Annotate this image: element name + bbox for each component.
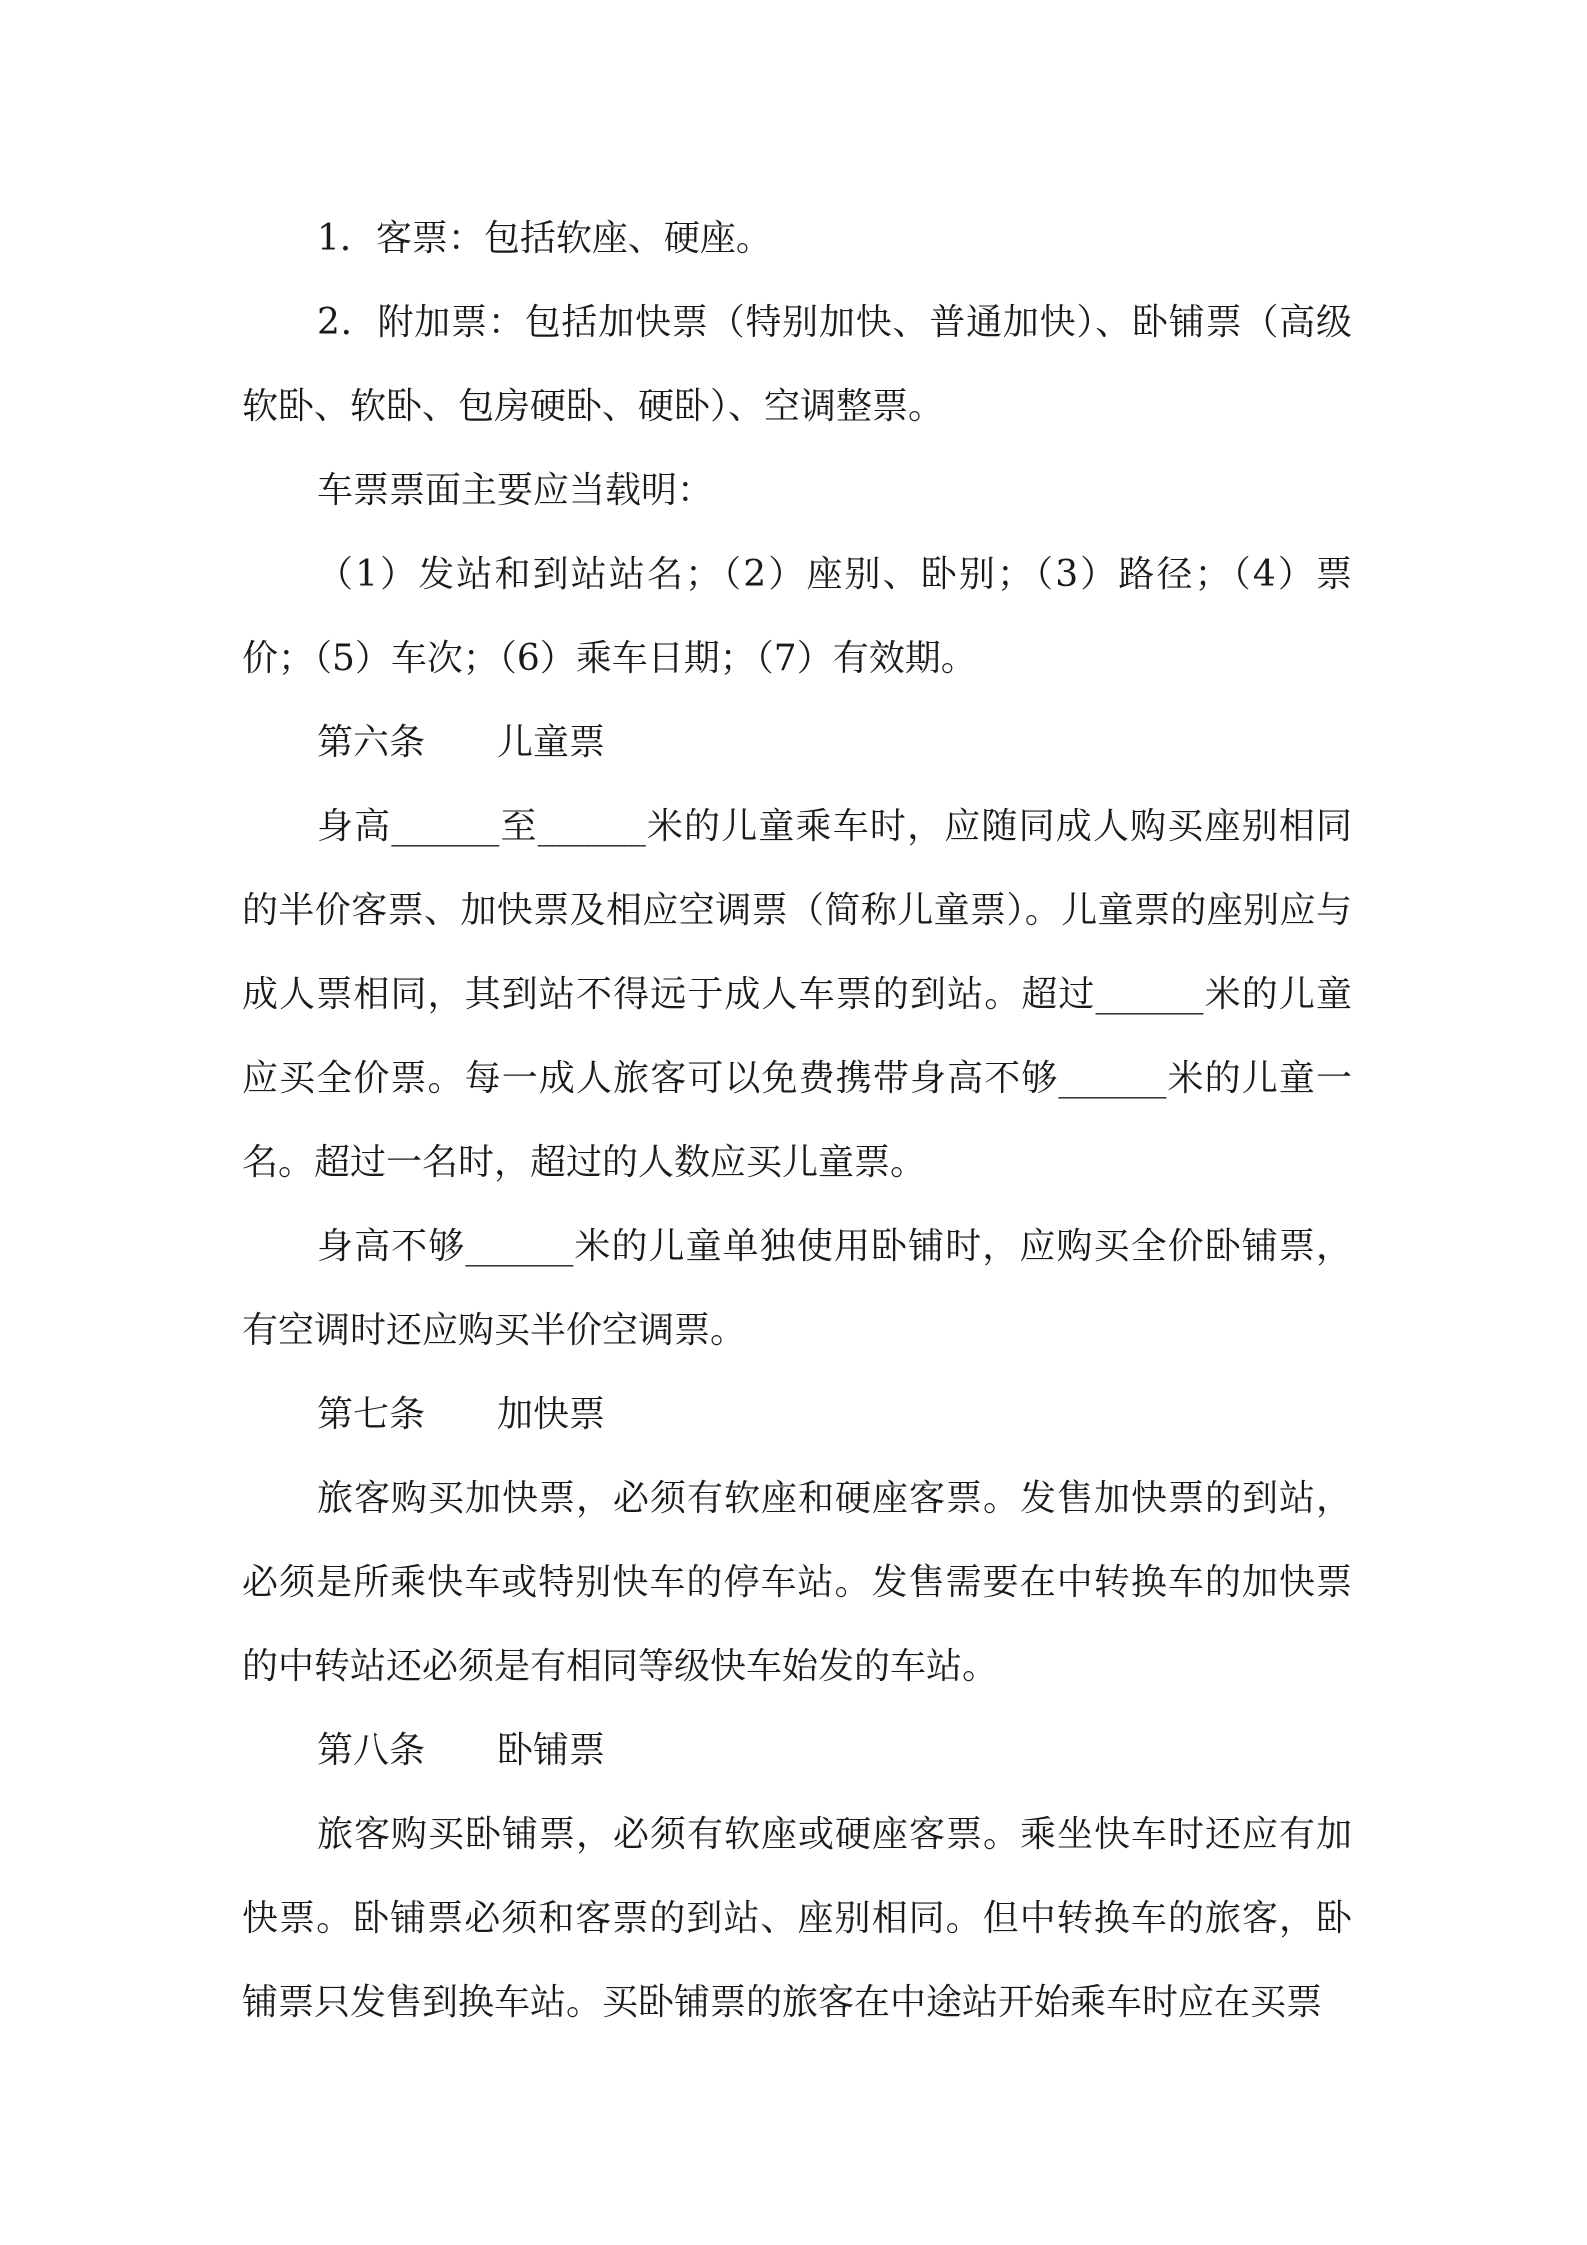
- paragraph-supplementary-ticket: 2．附加票：包括加快票（特别加快、普通加快）、卧铺票（高级软卧、软卧、包房硬卧、硬卧）、空调整票。: [242, 302, 1352, 427]
- article-heading-6: 第六条 儿童票: [317, 722, 606, 763]
- paragraph-child-ticket-rules: 身高______至______米的儿童乘车时，应随同成人购买座别相同的半价客票、加快票及相应空调票（简称儿童票）。儿童票的座别应与成人票相同，其到站不得远于成人车票的到站。超过______米的儿童应买全价票。每一成人旅客可以免费携带身高不够______米的儿童一名。超过一名时，超过的人数应买儿童票。: [242, 806, 1352, 1183]
- paragraph-ticket-face-items: （1）发站和到站站名；（2）座别、卧别；（3）路径；（4）票价；（5）车次；（6）乘车日期；（7）有效期。: [242, 554, 1352, 679]
- paragraph-berth-ticket-rules: 旅客购买卧铺票，必须有软座或硬座客票。乘坐快车时还应有加快票。卧铺票必须和客票的到站、座别相同。但中转换车的旅客，卧铺票只发售到换车站。买卧铺票的旅客在中途站开始乘车时应在买票: [242, 1814, 1352, 2023]
- article-heading-7: 第七条 加快票: [317, 1394, 606, 1435]
- article-heading-8: 第八条 卧铺票: [317, 1730, 606, 1771]
- document-body: [242, 197, 1352, 2045]
- paragraph-express-ticket-rules: 旅客购买加快票，必须有软座和硬座客票。发售加快票的到站，必须是所乘快车或特别快车的停车站。发售需要在中转换车的加快票的中转站还必须是有相同等级快车始发的车站。: [242, 1478, 1352, 1687]
- paragraph-ticket-face-intro: 车票票面主要应当载明：: [317, 470, 714, 511]
- paragraph-passenger-ticket: 1．客票：包括软座、硬座。: [317, 218, 772, 259]
- paragraph-child-berth-rules: 身高不够______米的儿童单独使用卧铺时，应购买全价卧铺票，有空调时还应购买半价空调票。: [242, 1226, 1352, 1351]
